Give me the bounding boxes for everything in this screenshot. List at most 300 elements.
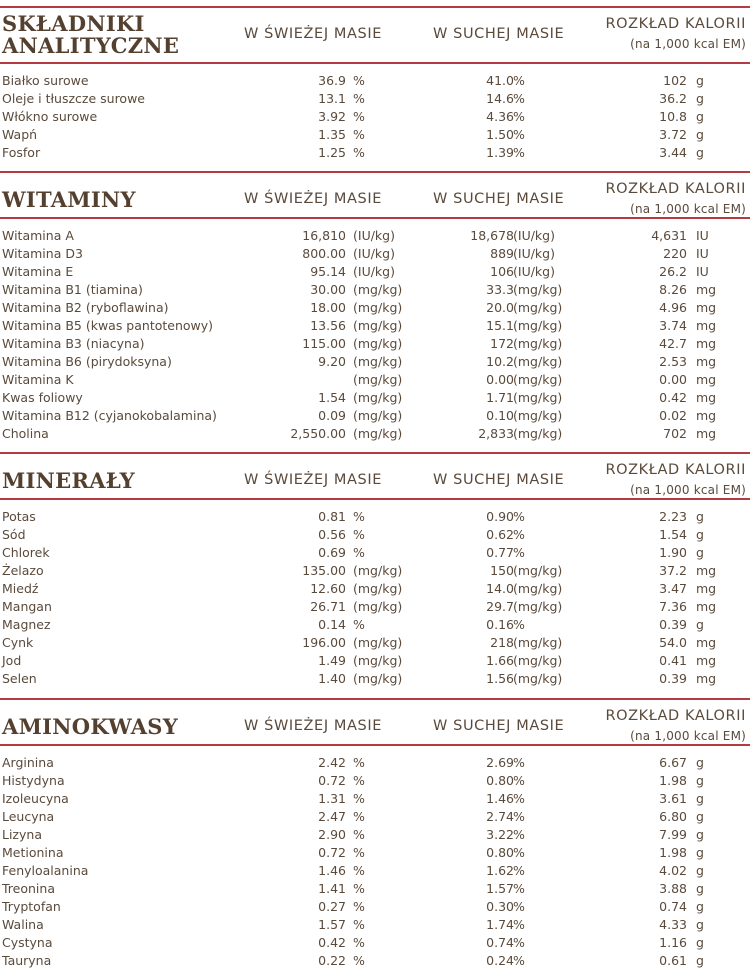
table-row (0, 862, 750, 880)
table-row (0, 808, 750, 826)
table-row (0, 544, 750, 562)
table-row (0, 407, 750, 425)
nutrient-name: Metionina (2, 845, 64, 860)
section-aminokwasy (0, 698, 754, 970)
dry-unit: (mg/kg) (513, 671, 563, 686)
nutrient-name: Witamina B1 (tiamina) (2, 282, 143, 297)
fresh-value: 30.00 (310, 282, 346, 297)
calorie-value: 0.39 (659, 671, 687, 686)
fresh-unit: (IU/kg) (353, 264, 395, 279)
calorie-unit: g (696, 773, 704, 788)
dry-unit: (mg/kg) (513, 336, 563, 351)
section-title-line: WITAMINY (2, 187, 136, 212)
dry-value: 218 (490, 635, 514, 650)
nutrient-name: Treonina (2, 881, 55, 896)
calorie-unit: mg (696, 318, 717, 333)
fresh-unit: (IU/kg) (353, 228, 395, 243)
nutrient-name: Jod (2, 653, 22, 668)
table-row (0, 144, 750, 162)
fresh-unit: % (353, 845, 365, 860)
calorie-value: 2.53 (659, 354, 687, 369)
fresh-value: 95.14 (310, 264, 346, 279)
nutrient-name: Izoleucyna (2, 791, 69, 806)
fresh-value: 1.54 (318, 390, 346, 405)
fresh-unit: % (353, 863, 365, 878)
section-skladniki (0, 6, 754, 162)
section-header (0, 8, 750, 66)
dry-value: 1.50 (486, 127, 514, 142)
section-title-line: MINERAŁY (2, 468, 135, 493)
nutrient-name: Żelazo (2, 563, 44, 578)
nutrient-name: Kwas foliowy (2, 390, 83, 405)
dry-value: 14.0 (486, 581, 514, 596)
dry-value: 889 (490, 246, 514, 261)
calorie-unit: g (696, 617, 704, 632)
dry-unit: % (513, 917, 525, 932)
fresh-unit: (mg/kg) (353, 300, 403, 315)
fresh-value: 800.00 (302, 246, 346, 261)
calories-subtitle: (na 1,000 kcal EM) (630, 483, 746, 497)
fresh-unit: (IU/kg) (353, 246, 395, 261)
fresh-value: 196.00 (302, 635, 346, 650)
calorie-unit: mg (696, 300, 717, 315)
fresh-unit: (mg/kg) (353, 318, 403, 333)
dry-unit: (mg/kg) (513, 599, 563, 614)
fresh-unit: % (353, 935, 365, 950)
dry-unit: (mg/kg) (513, 581, 563, 596)
fresh-value: 26.71 (310, 599, 346, 614)
fresh-value: 135.00 (302, 563, 346, 578)
fresh-value: 0.72 (318, 773, 346, 788)
dry-value: 1.56 (486, 671, 514, 686)
calories-title: ROZKŁAD KALORII (605, 462, 746, 478)
calorie-value: 0.39 (659, 617, 687, 632)
dry-value: 0.74 (486, 935, 514, 950)
table-row (0, 562, 750, 580)
section-header-rule (0, 62, 750, 64)
fresh-unit: % (353, 127, 365, 142)
calorie-unit: mg (696, 635, 717, 650)
calorie-unit: g (696, 935, 704, 950)
dry-unit: % (513, 935, 525, 950)
nutrient-name: Chlorek (2, 545, 50, 560)
dry-unit: (mg/kg) (513, 282, 563, 297)
calorie-unit: g (696, 899, 704, 914)
table-row (0, 670, 750, 688)
nutrient-name: Witamina B2 (ryboflawina) (2, 300, 169, 315)
nutrient-name: Cynk (2, 635, 34, 650)
dry-value: 4.36 (486, 109, 514, 124)
fresh-unit: % (353, 917, 365, 932)
fresh-unit: % (353, 617, 365, 632)
dry-value: 0.77 (486, 545, 514, 560)
calorie-value: 3.47 (659, 581, 687, 596)
calorie-value: 3.72 (659, 127, 687, 142)
calorie-value: 0.42 (659, 390, 687, 405)
table-row (0, 371, 750, 389)
nutrient-name: Witamina B3 (niacyna) (2, 336, 145, 351)
dry-value: 0.30 (486, 899, 514, 914)
table-row (0, 844, 750, 862)
section-title (2, 189, 136, 211)
calorie-value: 3.44 (659, 145, 687, 160)
dry-unit: % (513, 145, 525, 160)
dry-value: 1.46 (486, 791, 514, 806)
dry-unit: % (513, 755, 525, 770)
section-mineraly (0, 452, 754, 688)
column-header-calories (605, 14, 746, 54)
fresh-unit: % (353, 773, 365, 788)
calorie-value: 1.98 (659, 773, 687, 788)
calorie-value: 0.61 (659, 953, 687, 968)
calorie-value: 1.98 (659, 845, 687, 860)
section-rows (0, 72, 750, 162)
nutrient-name: Witamina B6 (pirydoksyna) (2, 354, 172, 369)
calorie-unit: g (696, 127, 704, 142)
calorie-value: 36.2 (659, 91, 687, 106)
dry-value: 0.80 (486, 845, 514, 860)
nutrient-name: Witamina E (2, 264, 74, 279)
section-rows (0, 508, 750, 688)
calorie-value: 0.74 (659, 899, 687, 914)
table-row (0, 245, 750, 263)
dry-value: 2.69 (486, 755, 514, 770)
dry-unit: % (513, 827, 525, 842)
dry-value: 10.2 (486, 354, 514, 369)
table-row (0, 425, 750, 443)
nutrient-name: Magnez (2, 617, 51, 632)
nutrient-name: Histydyna (2, 773, 65, 788)
dry-unit: (IU/kg) (513, 228, 555, 243)
nutrient-name: Leucyna (2, 809, 55, 824)
nutrient-name: Mangan (2, 599, 52, 614)
calorie-value: 37.2 (659, 563, 687, 578)
calorie-unit: IU (696, 246, 709, 261)
dry-value: 1.39 (486, 145, 514, 160)
calories-title: ROZKŁAD KALORII (605, 16, 746, 32)
table-row (0, 880, 750, 898)
section-title-line: SKŁADNIKI (2, 11, 145, 36)
fresh-value: 2.90 (318, 827, 346, 842)
dry-value: 20.0 (486, 300, 514, 315)
section-witaminy (0, 171, 754, 443)
dry-unit: % (513, 109, 525, 124)
table-row (0, 652, 750, 670)
dry-unit: (mg/kg) (513, 653, 563, 668)
table-row (0, 227, 750, 245)
fresh-unit: % (353, 109, 365, 124)
table-row (0, 934, 750, 952)
dry-unit: (mg/kg) (513, 563, 563, 578)
calorie-value: 7.99 (659, 827, 687, 842)
fresh-value: 1.46 (318, 863, 346, 878)
calorie-value: 3.74 (659, 318, 687, 333)
fresh-unit: (mg/kg) (353, 408, 403, 423)
calorie-unit: g (696, 73, 704, 88)
calorie-value: 1.90 (659, 545, 687, 560)
calorie-value: 702 (663, 426, 687, 441)
fresh-unit: (mg/kg) (353, 426, 403, 441)
dry-value: 0.62 (486, 527, 514, 542)
fresh-value: 18.00 (310, 300, 346, 315)
table-row (0, 126, 750, 144)
table-row (0, 508, 750, 526)
calorie-unit: g (696, 917, 704, 932)
fresh-value: 2.47 (318, 809, 346, 824)
fresh-unit: % (353, 91, 365, 106)
dry-value: 106 (490, 264, 514, 279)
dry-value: 18,678 (470, 228, 514, 243)
calorie-unit: g (696, 863, 704, 878)
calorie-value: 7.36 (659, 599, 687, 614)
calorie-unit: g (696, 845, 704, 860)
table-row (0, 299, 750, 317)
fresh-unit: % (353, 527, 365, 542)
fresh-value: 1.25 (318, 145, 346, 160)
fresh-unit: (mg/kg) (353, 581, 403, 596)
calorie-unit: g (696, 545, 704, 560)
table-row (0, 898, 750, 916)
calories-subtitle: (na 1,000 kcal EM) (630, 202, 746, 216)
calories-title: ROZKŁAD KALORII (605, 708, 746, 724)
fresh-value: 0.14 (318, 617, 346, 632)
table-row (0, 772, 750, 790)
calorie-value: 102 (663, 73, 687, 88)
calorie-value: 3.88 (659, 881, 687, 896)
fresh-unit: (mg/kg) (353, 372, 403, 387)
table-row (0, 916, 750, 934)
dry-value: 33.3 (486, 282, 514, 297)
fresh-value: 1.41 (318, 881, 346, 896)
calorie-unit: mg (696, 581, 717, 596)
fresh-value: 1.49 (318, 653, 346, 668)
dry-unit: (mg/kg) (513, 390, 563, 405)
fresh-unit: (mg/kg) (353, 390, 403, 405)
section-header-rule (0, 217, 750, 219)
section-header-rule (0, 744, 750, 746)
calorie-unit: mg (696, 354, 717, 369)
dry-value: 0.24 (486, 953, 514, 968)
dry-value: 2,833 (478, 426, 514, 441)
table-row (0, 389, 750, 407)
nutrient-name: Witamina A (2, 228, 74, 243)
fresh-value: 1.35 (318, 127, 346, 142)
table-row (0, 616, 750, 634)
column-header-calories (605, 460, 746, 500)
dry-value: 0.10 (486, 408, 514, 423)
calorie-unit: mg (696, 336, 717, 351)
section-header (0, 454, 750, 512)
calorie-value: 6.80 (659, 809, 687, 824)
table-row (0, 317, 750, 335)
nutrient-name: Lizyna (2, 827, 42, 842)
fresh-value: 115.00 (302, 336, 346, 351)
nutrient-name: Witamina B12 (cyjanokobalamina) (2, 408, 217, 423)
calorie-unit: mg (696, 599, 717, 614)
table-row (0, 790, 750, 808)
calorie-unit: g (696, 881, 704, 896)
table-row (0, 598, 750, 616)
dry-value: 15.1 (486, 318, 514, 333)
dry-unit: % (513, 845, 525, 860)
column-header-fresh: W ŚWIEŻEJ MASIE (244, 718, 382, 734)
calorie-value: 3.61 (659, 791, 687, 806)
table-row (0, 72, 750, 90)
calorie-unit: g (696, 91, 704, 106)
fresh-value: 0.42 (318, 935, 346, 950)
dry-value: 2.74 (486, 809, 514, 824)
nutrient-name: Witamina D3 (2, 246, 83, 261)
calorie-value: 0.00 (659, 372, 687, 387)
fresh-unit: % (353, 755, 365, 770)
nutrient-name: Witamina B5 (kwas pantotenowy) (2, 318, 214, 333)
column-header-calories (605, 179, 746, 219)
fresh-value: 2,550.00 (290, 426, 346, 441)
fresh-value: 0.22 (318, 953, 346, 968)
nutrient-name: Oleje i tłuszcze surowe (2, 91, 145, 106)
fresh-unit: % (353, 509, 365, 524)
section-rows (0, 754, 750, 970)
dry-unit: % (513, 127, 525, 142)
fresh-value: 0.09 (318, 408, 346, 423)
calorie-value: 0.41 (659, 653, 687, 668)
table-row (0, 754, 750, 772)
fresh-value: 0.27 (318, 899, 346, 914)
column-header-fresh: W ŚWIEŻEJ MASIE (244, 472, 382, 488)
table-row (0, 952, 750, 970)
dry-unit: % (513, 809, 525, 824)
section-title (2, 716, 178, 738)
calories-subtitle: (na 1,000 kcal EM) (630, 37, 746, 51)
column-header-calories (605, 706, 746, 746)
nutrient-name: Tauryna (2, 953, 52, 968)
table-row (0, 526, 750, 544)
fresh-value: 16,810 (302, 228, 346, 243)
fresh-value: 1.57 (318, 917, 346, 932)
nutrient-name: Fosfor (2, 145, 41, 160)
calorie-unit: IU (696, 264, 709, 279)
column-header-dry: W SUCHEJ MASIE (433, 718, 565, 734)
section-title (2, 470, 135, 492)
fresh-unit: % (353, 791, 365, 806)
fresh-unit: % (353, 827, 365, 842)
fresh-unit: (mg/kg) (353, 653, 403, 668)
dry-unit: % (513, 545, 525, 560)
column-header-fresh: W ŚWIEŻEJ MASIE (244, 26, 382, 42)
nutrient-name: Wapń (2, 127, 38, 142)
nutrient-name: Tryptofan (2, 899, 61, 914)
fresh-value: 12.60 (310, 581, 346, 596)
dry-unit: (mg/kg) (513, 635, 563, 650)
table-row (0, 108, 750, 126)
section-header-rule (0, 498, 750, 500)
fresh-unit: % (353, 899, 365, 914)
dry-unit: % (513, 773, 525, 788)
fresh-value: 0.56 (318, 527, 346, 542)
calorie-unit: g (696, 145, 704, 160)
calorie-unit: mg (696, 671, 717, 686)
calorie-unit: g (696, 527, 704, 542)
fresh-value: 1.40 (318, 671, 346, 686)
calorie-value: 2.23 (659, 509, 687, 524)
dry-unit: (mg/kg) (513, 354, 563, 369)
calorie-value: 4.02 (659, 863, 687, 878)
dry-unit: (IU/kg) (513, 264, 555, 279)
column-header-dry: W SUCHEJ MASIE (433, 472, 565, 488)
dry-value: 0.16 (486, 617, 514, 632)
dry-value: 1.74 (486, 917, 514, 932)
dry-unit: % (513, 509, 525, 524)
table-row (0, 263, 750, 281)
nutrient-name: Białko surowe (2, 73, 89, 88)
calorie-unit: g (696, 953, 704, 968)
fresh-unit: (mg/kg) (353, 671, 403, 686)
dry-unit: % (513, 791, 525, 806)
calories-subtitle: (na 1,000 kcal EM) (630, 729, 746, 743)
calorie-value: 1.54 (659, 527, 687, 542)
section-title-line: ANALITYCZNE (2, 33, 180, 58)
fresh-unit: % (353, 545, 365, 560)
calories-title: ROZKŁAD KALORII (605, 181, 746, 197)
nutrient-name: Fenyloalanina (2, 863, 89, 878)
dry-value: 29.7 (486, 599, 514, 614)
fresh-unit: (mg/kg) (353, 336, 403, 351)
fresh-value: 13.1 (318, 91, 346, 106)
calorie-unit: g (696, 791, 704, 806)
table-row (0, 90, 750, 108)
fresh-value: 3.92 (318, 109, 346, 124)
dry-unit: % (513, 91, 525, 106)
fresh-value: 0.81 (318, 509, 346, 524)
nutrient-name: Witamina K (2, 372, 74, 387)
table-row (0, 634, 750, 652)
dry-value: 172 (490, 336, 514, 351)
calorie-value: 4.33 (659, 917, 687, 932)
calorie-unit: g (696, 827, 704, 842)
calorie-unit: mg (696, 390, 717, 405)
dry-value: 0.00 (486, 372, 514, 387)
column-header-dry: W SUCHEJ MASIE (433, 26, 565, 42)
calorie-unit: mg (696, 372, 717, 387)
fresh-unit: % (353, 881, 365, 896)
fresh-value: 9.20 (318, 354, 346, 369)
fresh-unit: % (353, 73, 365, 88)
nutrient-name: Cholina (2, 426, 49, 441)
dry-unit: (mg/kg) (513, 426, 563, 441)
column-header-fresh: W ŚWIEŻEJ MASIE (244, 191, 382, 207)
nutrient-name: Cystyna (2, 935, 53, 950)
dry-unit: % (513, 617, 525, 632)
table-row (0, 580, 750, 598)
dry-value: 1.71 (486, 390, 514, 405)
table-row (0, 353, 750, 371)
fresh-value: 36.9 (318, 73, 346, 88)
nutrient-name: Arginina (2, 755, 54, 770)
calorie-value: 4.96 (659, 300, 687, 315)
section-title (2, 13, 179, 57)
dry-value: 1.62 (486, 863, 514, 878)
calorie-unit: g (696, 755, 704, 770)
fresh-unit: (mg/kg) (353, 282, 403, 297)
nutrient-name: Potas (2, 509, 36, 524)
dry-unit: % (513, 73, 525, 88)
nutrient-name: Włókno surowe (2, 109, 98, 124)
fresh-value: 0.69 (318, 545, 346, 560)
fresh-unit: (mg/kg) (353, 635, 403, 650)
fresh-value: 0.72 (318, 845, 346, 860)
dry-unit: (mg/kg) (513, 372, 563, 387)
nutrient-name: Selen (2, 671, 37, 686)
